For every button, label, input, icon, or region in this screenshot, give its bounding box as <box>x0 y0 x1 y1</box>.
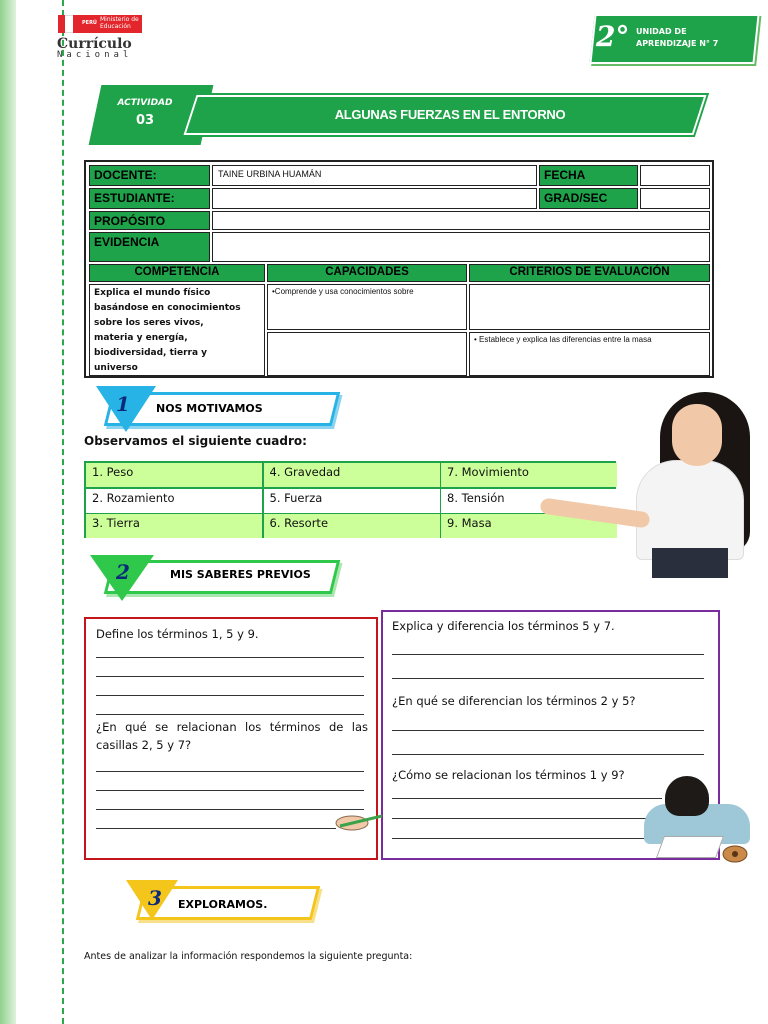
question-define-terms: Define los términos 1, 5 y 9. <box>96 627 259 641</box>
section3-number: 3 <box>148 886 162 910</box>
instruction-text: Antes de analizar la información respondemos la siguiente pregunta: <box>84 951 413 962</box>
answer-line[interactable] <box>96 809 364 810</box>
answer-line[interactable] <box>392 818 652 819</box>
gradsec-label: GRAD/SEC <box>539 188 638 209</box>
term-cell: 9. Masa <box>441 514 617 538</box>
terms-grid <box>84 461 616 538</box>
girl-shirt <box>636 460 744 560</box>
answer-line[interactable] <box>96 657 364 658</box>
info-table <box>84 160 714 378</box>
term-cell: 8. Tensión <box>441 489 617 513</box>
section2-number: 2 <box>116 560 130 584</box>
unit-label-line1: UNIDAD DE <box>636 27 687 36</box>
criterios-header: CRITERIOS DE EVALUACIÓN <box>469 264 710 282</box>
answer-line[interactable] <box>96 714 364 715</box>
term-cell: 5. Fuerza <box>264 489 440 513</box>
activity-number: 03 <box>135 113 155 128</box>
answer-line[interactable] <box>392 654 704 655</box>
estudiante-field[interactable] <box>212 188 537 209</box>
term-cell: 1. Peso <box>86 463 262 487</box>
section1-number: 1 <box>116 392 130 416</box>
answer-line[interactable] <box>96 790 364 791</box>
competencia-cell <box>89 284 265 376</box>
term-cell: 2. Rozamiento <box>86 489 262 513</box>
boy-head <box>665 776 709 816</box>
unit-number: 2° <box>596 20 630 53</box>
question-relate-line1: ¿En qué se relacionan los términos de las <box>96 720 368 734</box>
question-relate-line2: casillas 2, 5 y 7? <box>96 738 192 752</box>
fecha-field[interactable] <box>640 165 710 186</box>
evidencia-field[interactable] <box>212 232 710 262</box>
answer-line[interactable] <box>96 695 364 696</box>
criterio-cell: • Establece y explica las diferencias entre la masa <box>469 332 710 376</box>
gradsec-field[interactable] <box>640 188 710 209</box>
writing-hand-icon <box>330 812 382 832</box>
capacidades-header: CAPACIDADES <box>267 264 467 282</box>
question-relation: ¿Cómo se relacionan los términos 1 y 9? <box>392 768 625 782</box>
answer-line[interactable] <box>96 828 336 829</box>
competencia-line: Explica el mundo físico <box>94 288 211 298</box>
estudiante-label: ESTUDIANTE: <box>89 188 210 209</box>
section2-title: MIS SABERES PREVIOS <box>170 568 311 581</box>
competencia-line: sobre los seres vivos, <box>94 318 204 328</box>
left-decorative-border <box>0 0 16 1024</box>
left-dashed-line <box>62 0 64 1024</box>
capacidad-cell-empty <box>267 332 467 376</box>
guitar-icon <box>720 840 750 866</box>
section3-title: EXPLORAMOS. <box>178 898 268 911</box>
observe-text: Observamos el siguiente cuadro: <box>84 434 307 448</box>
term-cell: 7. Movimiento <box>441 463 617 487</box>
activity-label: ACTIVIDAD <box>117 98 173 108</box>
girl-face <box>672 404 722 466</box>
unit-label <box>636 26 718 50</box>
answer-line[interactable] <box>392 754 704 755</box>
logo-subtitle: Nacional <box>57 50 133 60</box>
logo-country: PERÚ <box>82 20 97 26</box>
girl-skirt <box>652 548 728 578</box>
answer-line[interactable] <box>96 676 364 677</box>
answer-line[interactable] <box>392 730 704 731</box>
boy-paper <box>656 836 724 858</box>
answer-line[interactable] <box>392 678 704 679</box>
answer-line[interactable] <box>392 798 662 799</box>
docente-label: DOCENTE: <box>89 165 210 186</box>
question-differences: ¿En qué se diferencian los términos 2 y 5? <box>392 694 636 708</box>
answer-line[interactable] <box>96 771 364 772</box>
fecha-label: FECHA <box>539 165 638 186</box>
section1-title: NOS MOTIVAMOS <box>156 402 263 415</box>
logo-title: Currículo <box>57 36 132 52</box>
activity-title: ALGUNAS FUERZAS EN EL ENTORNO <box>334 107 566 122</box>
evidencia-label: EVIDENCIA <box>89 232 210 262</box>
peru-flag-icon <box>58 15 80 33</box>
answer-line[interactable] <box>392 838 652 839</box>
docente-value[interactable]: TAINE URBINA HUAMÁN <box>212 165 537 186</box>
competencia-line: materia y energía, <box>94 333 188 343</box>
question-explain-terms: Explica y diferencia los términos 5 y 7. <box>392 619 615 633</box>
term-cell: 3. Tierra <box>86 514 262 538</box>
logo-ministry: Ministerio de Educación <box>100 16 139 30</box>
competencia-line: universo <box>94 363 138 373</box>
proposito-label: PROPÓSITO <box>89 211 210 230</box>
term-cell: 4. Gravedad <box>264 463 440 487</box>
competencia-line: biodiversidad, tierra y <box>94 348 208 358</box>
term-cell: 6. Resorte <box>264 514 440 538</box>
proposito-field[interactable] <box>212 211 710 230</box>
competencia-line: basándose en conocimientos <box>94 303 241 313</box>
unit-label-line2: APRENDIZAJE N° 7 <box>636 39 719 48</box>
competencia-header: COMPETENCIA <box>89 264 265 282</box>
criterio-cell-empty <box>469 284 710 330</box>
capacidad-cell: •Comprende y usa conocimientos sobre <box>267 284 467 330</box>
